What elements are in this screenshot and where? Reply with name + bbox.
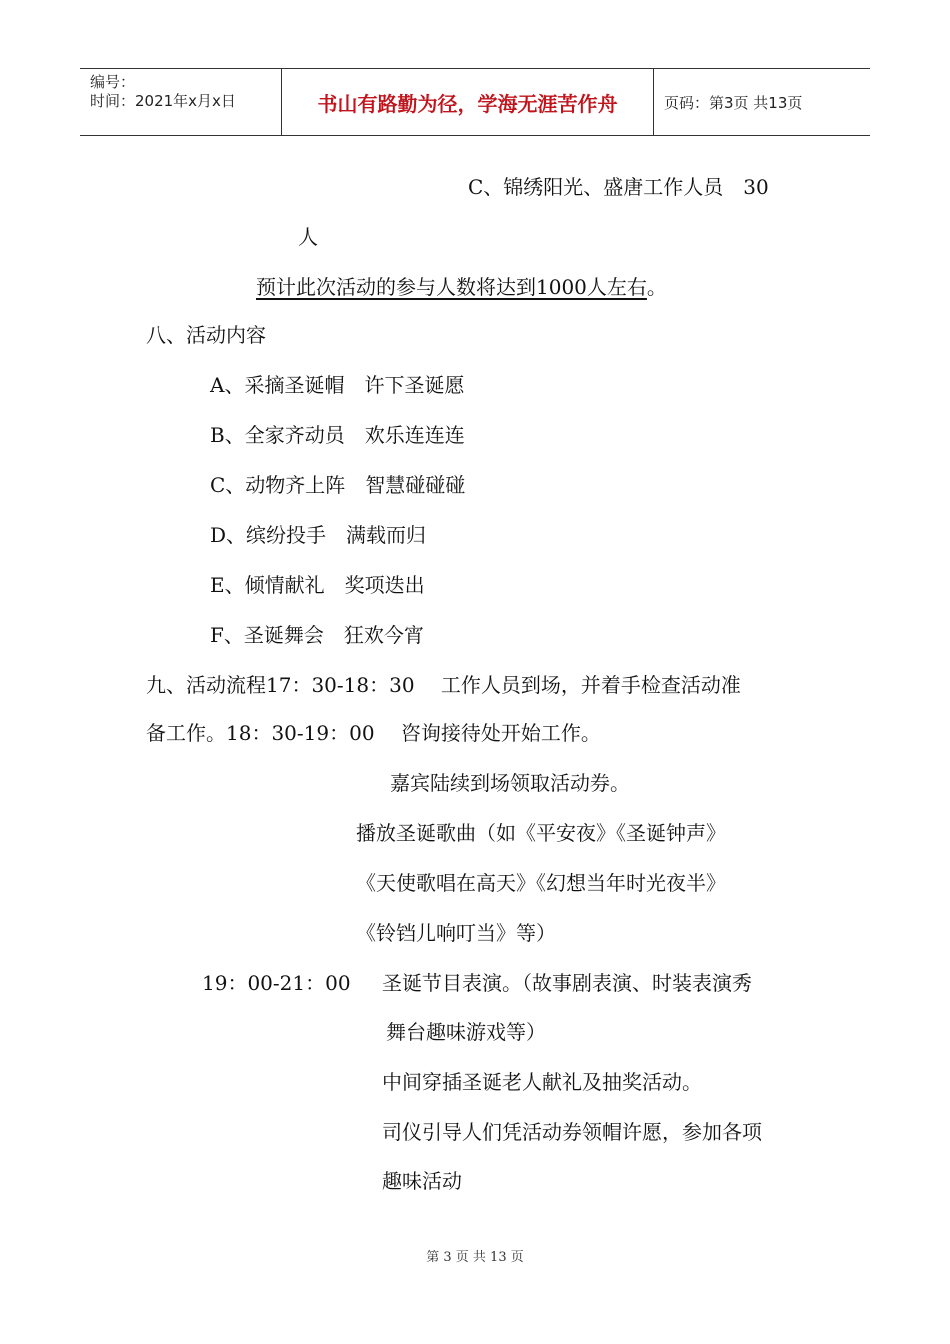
item-b: B、全家齐动员 欢乐连连连 (210, 423, 465, 447)
item-a: A、采摘圣诞帽 许下圣诞愿 (210, 373, 465, 397)
estimate-text: 预计此次活动的参与人数将达到1000人左右 (256, 275, 647, 299)
section8-title: 八、活动内容 (146, 323, 266, 347)
flow-show1: 圣诞节目表演。（故事剧表演、时装表演秀 (382, 971, 752, 995)
estimate-line (256, 274, 667, 300)
flow-show-time: 19：00-21：00 (202, 971, 351, 995)
line-c: C、锦绣阳光、盛唐工作人员 30 (468, 175, 769, 199)
number-label: 编号： (90, 73, 136, 91)
page-header (80, 68, 870, 136)
item-c: C、动物齐上阵 智慧碰碰碰 (210, 473, 466, 497)
item-e: E、倾情献礼 奖项迭出 (210, 573, 425, 597)
flow-santa: 中间穿插圣诞老人献礼及抽奖活动。 (382, 1070, 702, 1094)
line-ren: 人 (298, 225, 318, 249)
section9-line1: 九、活动流程17：30-18：30 工作人员到场，并着手检查活动准 (146, 673, 741, 697)
flow-songs2: 《天使歌唱在高天》《幻想当年时光夜半》 (356, 871, 726, 895)
item-f: F、圣诞舞会 狂欢今宵 (210, 623, 424, 647)
flow-songs1: 播放圣诞歌曲（如《平安夜》《圣诞钟声》 (356, 821, 726, 845)
flow-songs3: 《铃铛儿响叮当》等） (356, 921, 556, 945)
estimate-period: 。 (646, 275, 667, 299)
header-motto: 书山有路勤为径，学海无涯苦作舟 (282, 69, 654, 135)
header-page-info: 页码：第3页 共13页 (664, 93, 803, 112)
item-d: D、缤纷投手 满载而归 (210, 523, 427, 547)
time-label: 时间：2021年x月x日 (90, 92, 236, 110)
flow-host1: 司仪引导人们凭活动券领帽许愿，参加各项 (382, 1120, 762, 1144)
header-meta (80, 69, 282, 135)
page-footer: 第 3 页 共 13 页 (426, 1250, 524, 1265)
flow-show2: 舞台趣味游戏等） (386, 1020, 546, 1044)
section9-line2: 备工作。18：30-19：00 咨询接待处开始工作。 (146, 721, 601, 745)
flow-guests: 嘉宾陆续到场领取活动券。 (390, 771, 630, 795)
flow-host2: 趣味活动 (382, 1169, 462, 1193)
